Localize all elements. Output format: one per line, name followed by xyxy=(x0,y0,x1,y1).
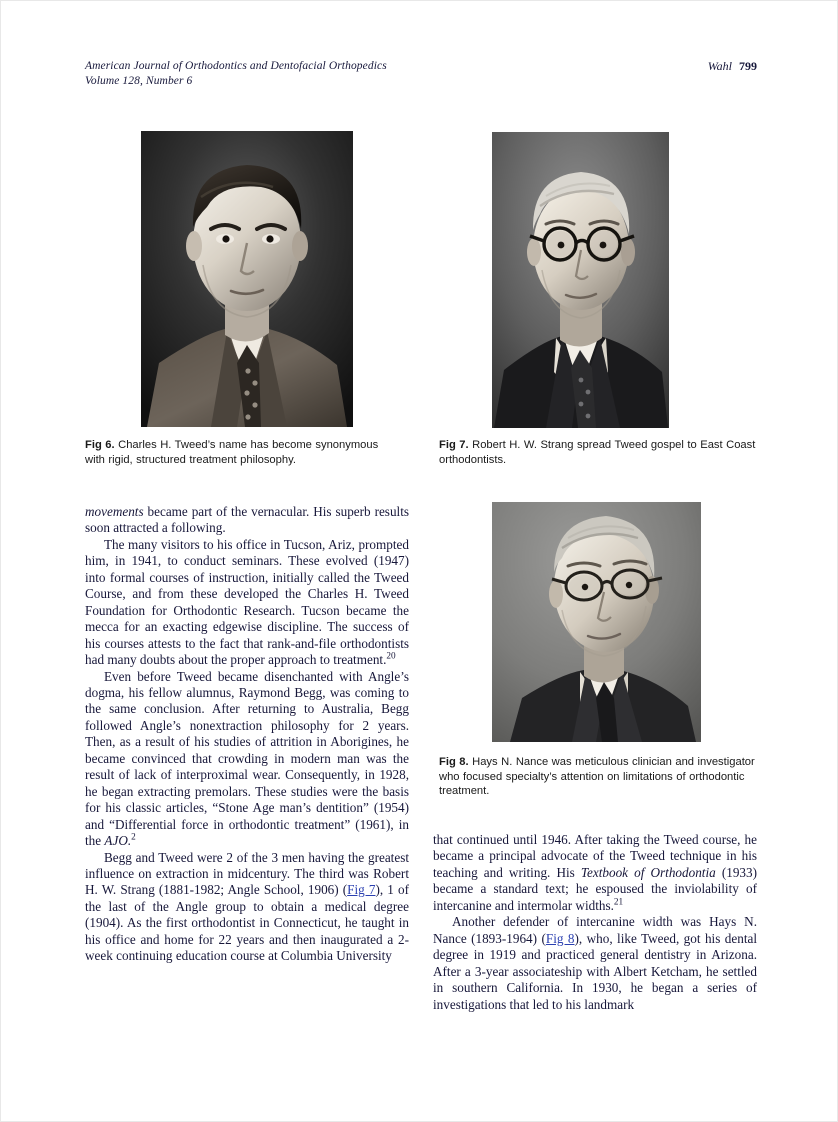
right-p1-italic: Textbook of Orthodontia xyxy=(580,864,716,880)
left-text-column xyxy=(85,504,409,965)
left-paragraph-4 xyxy=(85,850,409,965)
figure-7-caption xyxy=(439,438,767,467)
left-p2-reference: 20 xyxy=(386,650,396,661)
figure-7 xyxy=(439,132,756,467)
left-paragraph-2 xyxy=(85,537,409,669)
left-p3-text: Even before Tweed became disenchanted with Angle’s dogma, his fellow alumnus, Raymond Begg, was coming to the same conclusion. After returning to Australia, Begg followed Angle’s nonextraction philosophy for 2 years. Then, as a result of his studies of attrition in Aborigines, he became convinced that crowding in modern man was the result of lack of interproximal wear. Consequently, in 1928, he began extracting premolars. These studies were the basis for his classic articles, “Stone Age man’s dentition” (1954) and “Differential force in orthodontic treatment” (1961), in the xyxy=(85,668,409,849)
right-p2-text-b: ), who, like Tweed, got his dental degree in 1919 and practiced general dentistry in Arizona. After a 3-year associateship with Albert Ketcham, he settled in southern California. In 1930, he began a series of investigations that led to his landmark xyxy=(433,930,758,1012)
journal-volume: Volume 128, Number 6 xyxy=(85,75,193,87)
running-head-folio xyxy=(708,59,757,74)
figure-6-caption-text: Charles H. Tweed’s name has become synonymous with rigid, structured treatment philosophy. xyxy=(85,439,379,466)
journal-title: American Journal of Orthodontics and Dentofacial Orthopedics xyxy=(85,60,387,72)
left-paragraph-3 xyxy=(85,669,409,850)
figure-8-caption-text: Hays N. Nance was meticulous clinician and investigator who focused specialty’s attention on limitations of orthodontic treatment. xyxy=(439,756,755,798)
right-p1-text-a: that continued until 1946. After taking the Tweed course, he became a principal advocate of the Tweed technique in his teaching and writing. His xyxy=(433,832,757,880)
figure-6-photo xyxy=(141,131,353,427)
left-p4-text-b: ), 1 of the last of the Angle group to obtain a medical degree (1904). As the first orthodontist in Connecticut, he taught in his office and home for 22 years and then inaugurated a 2-week continuing education course at Columbia University xyxy=(85,882,409,964)
figure-6-caption xyxy=(85,438,385,467)
running-head-journal xyxy=(85,59,387,89)
right-paragraph-1 xyxy=(433,832,757,914)
page-number: 799 xyxy=(739,59,757,73)
figure-8 xyxy=(439,502,755,799)
left-p1-italic: movements xyxy=(85,504,144,519)
figure-8-crossref-link[interactable]: Fig 8 xyxy=(545,930,575,946)
left-p4-text-a: Begg and Tweed were 2 of the 3 men having the greatest influence on extraction in midcentury. The third was Robert H. W. Strang (1881-1982; Angle School, 1906) ( xyxy=(85,849,409,898)
figure-7-caption-text: Robert H. W. Strang spread Tweed gospel to East Coast orthodontists. xyxy=(439,439,756,466)
figure-6 xyxy=(85,131,379,467)
left-p1-text: became part of the vernacular. His superb results soon attracted a following. xyxy=(85,504,409,536)
left-p3-reference: 2 xyxy=(131,831,136,842)
right-paragraph-2 xyxy=(433,914,757,1013)
left-p2-text: The many visitors to his office in Tucson, Ariz, prompted him, in 1941, to conduct seminars. These evolved (1947) into formal courses of instruction, initially called the Tweed Course, and from these developed the Charles H. Tweed Foundation for Orthodontic Research. Tucson became the mecca for an exacting edgewise discipline. The success of his courses attests to the fact that rank-and-file orthodontists had many doubts about the proper approach to treatment. xyxy=(85,536,409,668)
figure-7-crossref-link[interactable]: Fig 7 xyxy=(347,882,376,898)
figure-7-photo xyxy=(492,132,669,428)
figure-8-photo xyxy=(492,502,701,742)
right-p1-reference: 21 xyxy=(613,896,624,907)
figure-8-label: Fig 8. xyxy=(439,756,469,768)
right-p1-text-b: (1933) became a standard text; he espoused the inviolability of intercanine and intermolar widths. xyxy=(433,864,757,913)
right-p2-text-a: Another defender of intercanine width was Hays N. Nance (1893-1964) ( xyxy=(433,914,757,946)
left-p3-italic: AJO. xyxy=(104,833,132,849)
figure-7-label: Fig 7. xyxy=(439,439,469,451)
running-head xyxy=(85,59,757,89)
left-paragraph-1 xyxy=(85,504,409,537)
figure-6-label: Fig 6. xyxy=(85,439,115,451)
running-head-author: Wahl xyxy=(707,59,732,73)
right-text-column xyxy=(433,832,757,1013)
figure-8-caption xyxy=(439,755,767,799)
